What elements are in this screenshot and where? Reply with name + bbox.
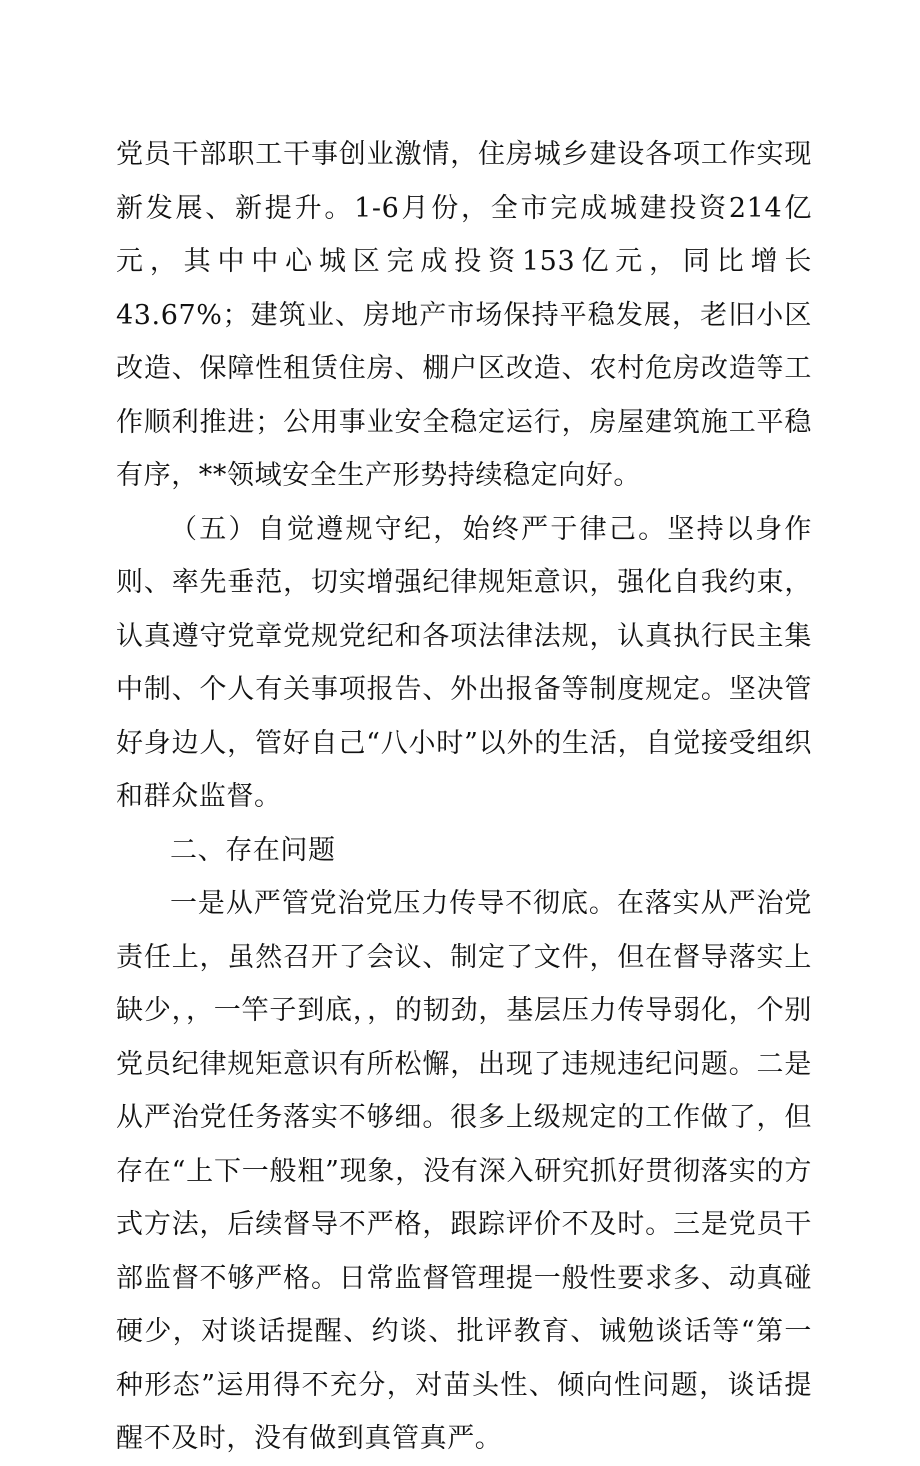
- paragraph-discipline: （五）自觉遵规守纪，始终严于律己。坚持以身作则、率先垂范，切实增强纪律规矩意识，强化自我约束，认真遵守党章党规党纪和各项法律法规，认真执行民主集中制、个人有关事项报告、外出报备等制度规定。坚决管好身边人，管好自己“八小时”以外的生活，自觉接受组织和群众监督。: [116, 513, 812, 812]
- paragraph-continued-achievements: 党员干部职工干事创业激情，住房城乡建设各项工作实现新发展、新提升。1-6月份，全市完成城建投资214亿元，其中中心城区完成投资153亿元，同比增长43.67%；建筑业、房地产市场保持平稳发展，老旧小区改造、保障性租赁住房、棚户区改造、农村危房改造等工作顺利推进；公用事业安全稳定运行，房屋建筑施工平稳有序，**领域安全生产形势持续稳定向好。: [116, 139, 812, 491]
- paragraph-problems: 一是从严管党治党压力传导不彻底。在落实从严治党责任上，虽然召开了会议、制定了文件，但在督导落实上缺少，，一竿子到底，，的韧劲，基层压力传导弱化，个别党员纪律规矩意识有所松懈，出现了违规违纪问题。二是从严治党任务落实不够细。很多上级规定的工作做了，但存在“上下一般粗”现象，没有深入研究抓好贯彻落实的方式方法，后续督导不严格，跟踪评价不及时。三是党员干部监督不够严格。日常监督管理提一般性要求多、动真碰硬少，对谈话提醒、约谈、批评教育、诫勉谈话等“第一种形态”运用得不充分，对苗头性、倾向性问题，谈话提醒不及时，没有做到真管真严。: [116, 888, 812, 1454]
- section-heading-problems: 二、存在问题: [170, 834, 336, 866]
- document-body: [116, 128, 812, 1466]
